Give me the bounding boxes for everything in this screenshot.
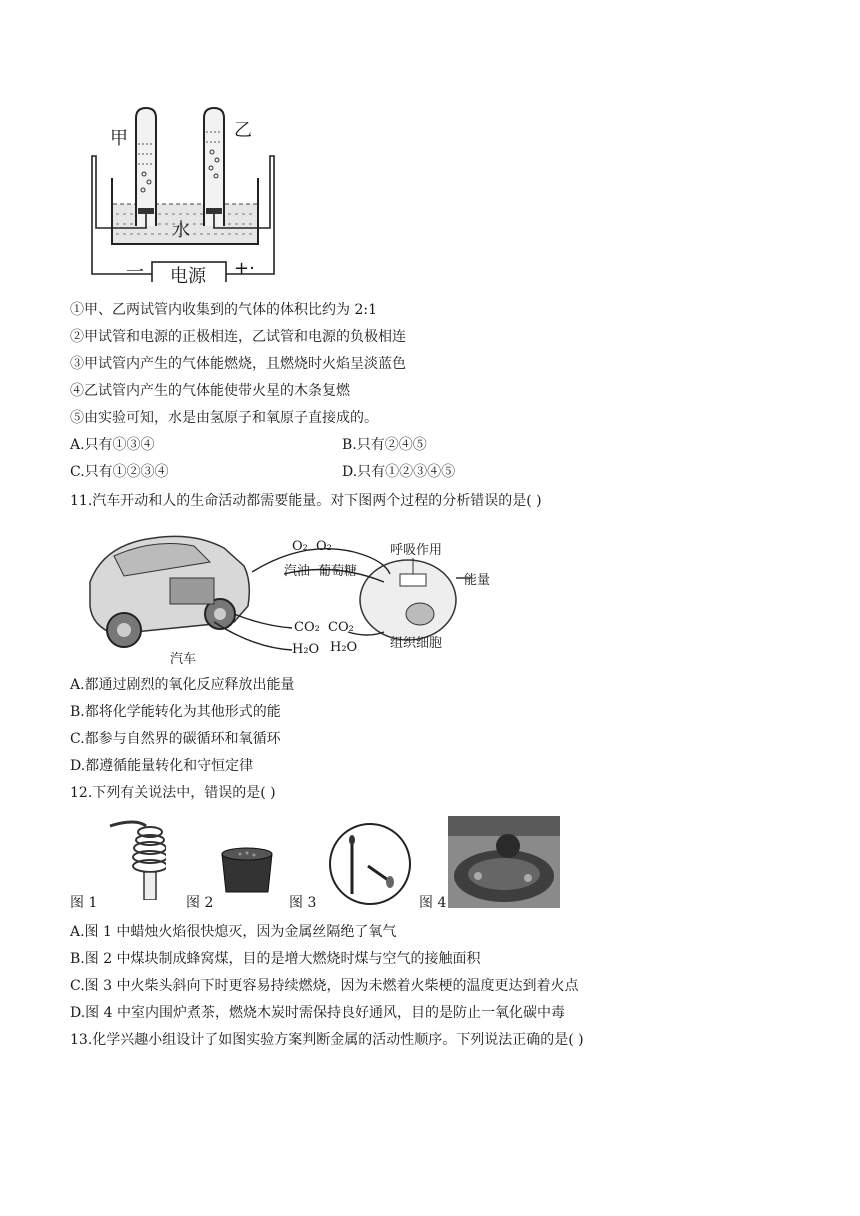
fig4-tea-stove-photo <box>448 816 560 908</box>
q13-stem: 13.化学兴趣小组设计了如图实验方案判断金属的活动性顺序。下列说法正确的是( ) <box>70 1032 584 1048</box>
h2o-car-label: H₂O <box>292 642 320 657</box>
q10-statement-1: ①甲、乙两试管内收集到的气体的体积比约为 2:1 <box>70 302 377 318</box>
negative-sign: 一 <box>126 262 144 283</box>
energy-comparison-figure <box>84 522 504 670</box>
fig3-label: 图 3 <box>289 895 317 911</box>
o2-car-label: O₂ <box>292 539 308 554</box>
q10-statement-3: ③甲试管内产生的气体能燃烧，且燃烧时火焰呈淡蓝色 <box>70 356 406 372</box>
fig2-honeycomb-briquette-image <box>218 846 276 896</box>
left-tube-label: 甲 <box>110 128 128 149</box>
q11-option-a: A.都通过剧烈的氧化反应释放出能量 <box>70 677 295 693</box>
power-label: 电源 <box>170 266 206 287</box>
positive-sign: +· <box>234 258 255 279</box>
fig1-label: 图 1 <box>70 895 98 911</box>
q11-option-b: B.都将化学能转化为其他形式的能 <box>70 704 281 720</box>
co2-cell-label: CO₂ <box>328 620 354 635</box>
q11-option-c: C.都参与自然界的碳循环和氧循环 <box>70 731 281 747</box>
q10-statement-5: ⑤由实验可知，水是由氢原子和氧原子直接成的。 <box>70 410 378 426</box>
right-tube-label: 乙 <box>234 120 252 141</box>
fig1-candle-coil-image <box>106 816 166 900</box>
q12-option-a: A.图 1 中蜡烛火焰很快熄灭，因为金属丝隔绝了氧气 <box>70 924 397 940</box>
fig4-label: 图 4 <box>419 895 447 911</box>
q11-stem: 11.汽车开动和人的生命活动都需要能量。对下图两个过程的分析错误的是( ) <box>70 493 542 509</box>
q10-option-d: D.只有①②③④⑤ <box>342 464 456 480</box>
glucose-label: 葡萄糖 <box>318 564 358 579</box>
q12-option-b: B.图 2 中煤块制成蜂窝煤，目的是增大燃烧时煤与空气的接触面积 <box>70 951 481 967</box>
fig3-match-image <box>328 822 412 906</box>
q10-statement-2: ②甲试管和电源的正极相连，乙试管和电源的负极相连 <box>70 329 406 345</box>
respiration-label: 呼吸作用 <box>390 543 443 558</box>
q11-option-d: D.都遵循能量转化和守恒定律 <box>70 758 254 774</box>
energy-label: 能量 <box>464 573 491 588</box>
tissue-cell-label: 组织细胞 <box>390 636 443 651</box>
q10-option-c: C.只有①②③④ <box>70 464 169 480</box>
q12-stem: 12.下列有关说法中，错误的是( ) <box>70 785 276 801</box>
h2o-cell-label: H₂O <box>330 640 358 655</box>
q12-option-d: D.图 4 中室内围炉煮茶，燃烧木炭时需保持良好通风，目的是防止一氧化碳中毒 <box>70 1005 565 1021</box>
electrolysis-figure <box>86 104 286 287</box>
car-label: 汽车 <box>170 652 197 667</box>
fig2-label: 图 2 <box>186 895 214 911</box>
q12-option-c: C.图 3 中火柴头斜向下时更容易持续燃烧，因为未燃着火柴梗的温度更达到着火点 <box>70 978 579 994</box>
q10-option-a: A.只有①③④ <box>70 437 155 453</box>
q10-option-b: B.只有②④⑤ <box>342 437 427 453</box>
co2-car-label: CO₂ <box>294 620 320 635</box>
water-label: 水 <box>172 220 190 241</box>
o2-cell-label: O₂ <box>316 539 332 554</box>
gasoline-label: 汽油 <box>284 564 311 579</box>
q10-statement-4: ④乙试管内产生的气体能使带火星的木条复燃 <box>70 383 350 399</box>
